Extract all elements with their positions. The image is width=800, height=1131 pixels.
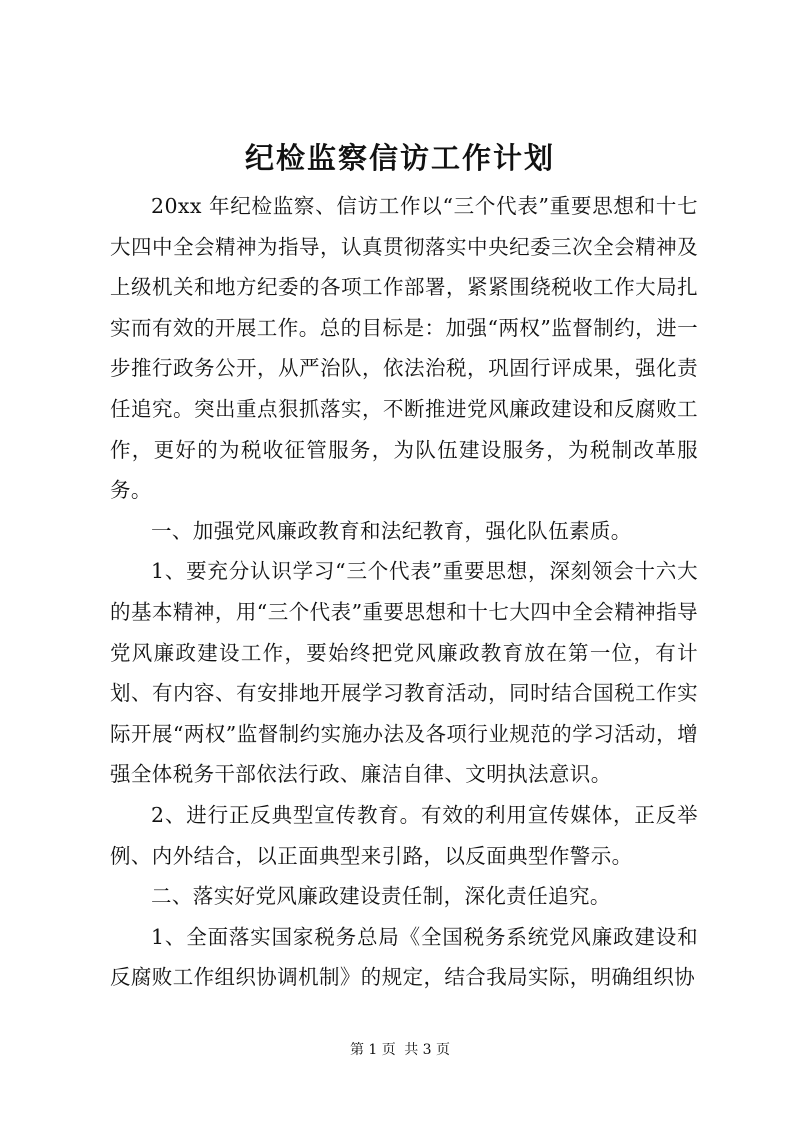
paragraph-1-2: 2、进行正反典型宣传教育。有效的利用宣传媒体，正反举例、内外结合，以正面典型来引路，以反面典型作警示。 <box>110 802 698 868</box>
paragraph-intro: 20xx 年纪检监察、信访工作以“三个代表”重要思想和十七大四中全会精神为指导，认真贯彻落实中央纪委三次全会精神及上级机关和地方纪委的各项工作部署，紧紧围绕税收工作大局扎实而有效的开展工作。总的目标是：加强“两权”监督制约，进一步推行政务公开，从严治队，依法治税，巩固行评成果，强化责任追究。突出重点狠抓落实，不断推进党风廉政建设和反腐败工作，更好的为税收征管服务，为队伍建设服务，为税制改革服务。 <box>110 194 698 503</box>
page-number: 第 1 页 <box>349 1042 396 1058</box>
page-total: 共 3 页 <box>404 1042 451 1058</box>
heading-section-2: 二、落实好党风廉政建设责任制，深化责任追究。 <box>151 884 611 909</box>
heading-section-1: 一、加强党风廉政教育和法纪教育，强化队伍素质。 <box>151 518 632 543</box>
document-title: 纪检监察信访工作计划 <box>244 141 555 175</box>
document-body <box>110 186 698 998</box>
paragraph-2-1: 1、全面落实国家税务总局《全国税务系统党风廉政建设和反腐败工作组织协调机制》的规定，结合我局实际，明确组织协 <box>110 924 698 990</box>
page-footer <box>0 1040 800 1060</box>
paragraph-1-1: 1、要充分认识学习“三个代表”重要思想，深刻领会十六大的基本精神，用“三个代表”重要思想和十七大四中全会精神指导党风廉政建设工作，要始终把党风廉政教育放在第一位，有计划、有内容、有安排地开展学习教育活动，同时结合国税工作实际开展“两权”监督制约实施办法及各项行业规范的学习活动，增强全体税务干部依法行政、廉洁自律、文明执法意识。 <box>110 559 698 787</box>
